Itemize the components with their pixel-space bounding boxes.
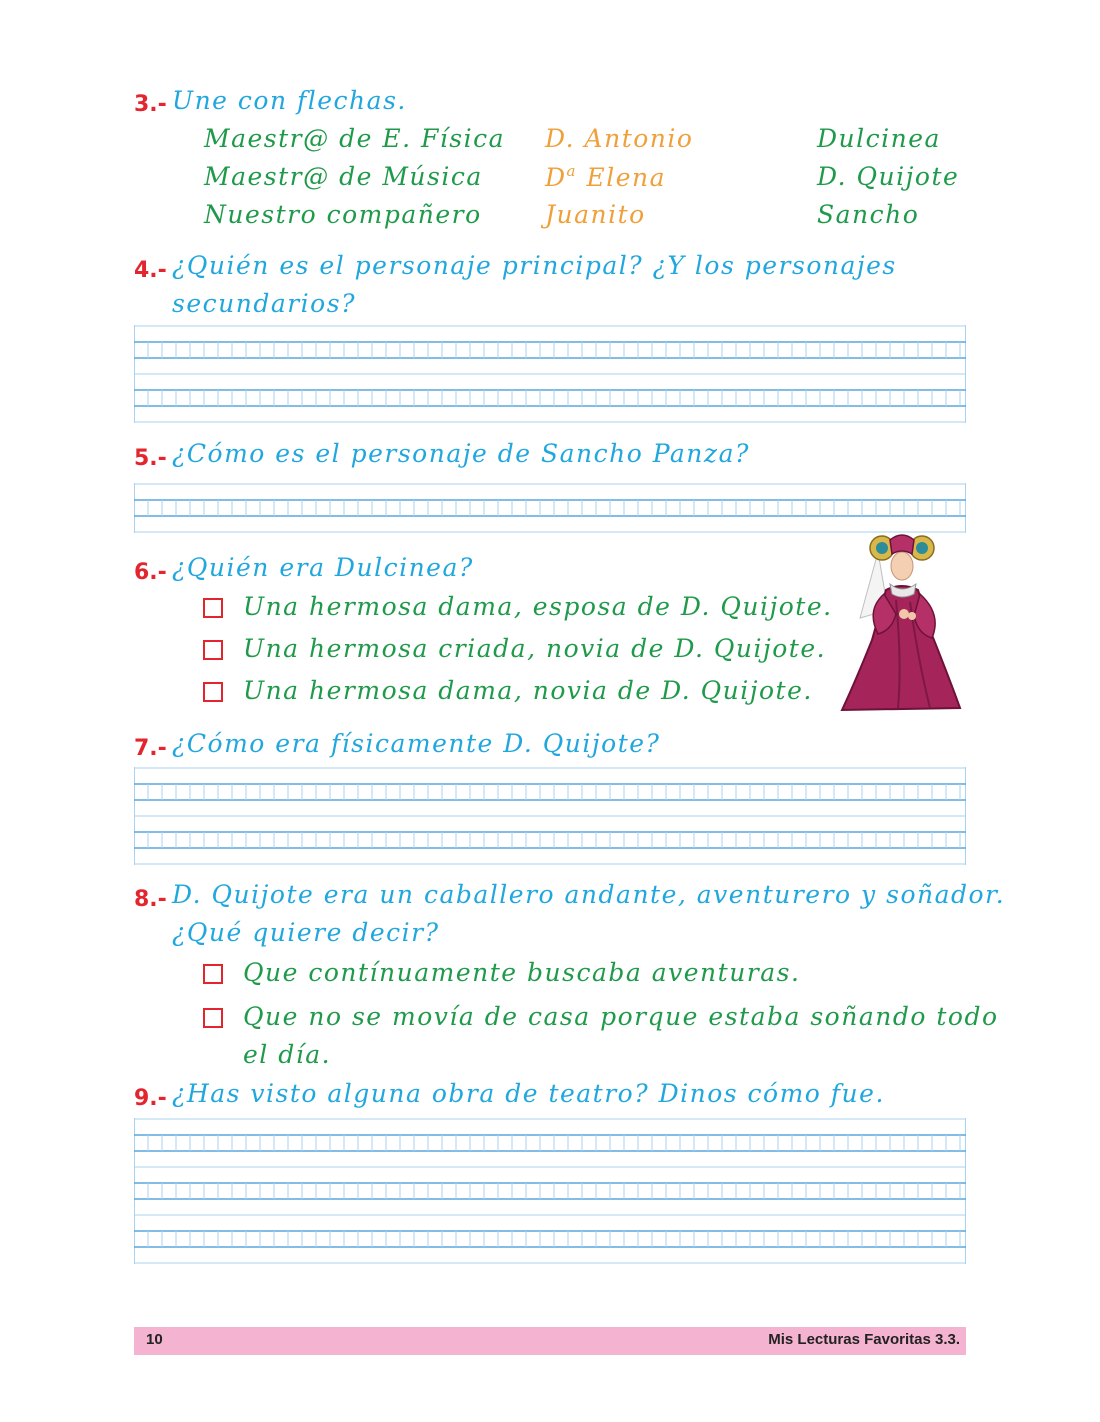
q4-prompt-line2: secundarios? <box>172 289 356 318</box>
q6-checkbox[interactable] <box>203 598 223 618</box>
page-number: 10 <box>146 1331 163 1348</box>
answer-lines[interactable] <box>134 325 966 423</box>
answer-lines[interactable] <box>134 767 966 865</box>
page-footer <box>134 1327 966 1355</box>
q6-option: Una hermosa dama, esposa de D. Quijote. <box>243 592 833 621</box>
q3-number: 3.- <box>134 92 167 117</box>
q6-checkbox[interactable] <box>203 640 223 660</box>
q3-col1-item: Maestr@ de E. Física <box>204 124 506 153</box>
ruled-lines <box>134 767 966 865</box>
q3-col2-prefix: D <box>545 163 567 192</box>
q8-option-continuation: el día. <box>243 1040 332 1069</box>
q4-number: 4.- <box>134 258 167 283</box>
q8-prompt-line1: D. Quijote era un caballero andante, aventurero y soñador. <box>172 880 1006 909</box>
q9-number: 9.- <box>134 1086 167 1111</box>
q6-checkbox[interactable] <box>203 682 223 702</box>
answer-lines[interactable] <box>134 1118 966 1264</box>
q7-number: 7.- <box>134 736 167 761</box>
q3-col1-item: Nuestro compañero <box>204 200 482 229</box>
q8-checkbox[interactable] <box>203 1008 223 1028</box>
q8-prompt-line2: ¿Qué quiere decir? <box>172 918 440 947</box>
q3-col2-item: Juanito <box>545 200 646 229</box>
q6-prompt: ¿Quién era Dulcinea? <box>172 553 474 582</box>
q7-prompt: ¿Cómo era físicamente D. Quijote? <box>172 729 661 758</box>
q4-prompt-line1: ¿Quién es el personaje principal? ¿Y los personajes <box>172 251 897 280</box>
q5-number: 5.- <box>134 446 167 471</box>
q3-col1-item: Maestr@ de Música <box>204 162 483 191</box>
dulcinea-illustration <box>838 530 966 715</box>
q3-col2-sup: a <box>566 162 577 180</box>
q5-prompt: ¿Cómo es el personaje de Sancho Panza? <box>172 439 750 468</box>
q3-col2-item: D. Antonio <box>545 124 694 153</box>
answer-lines[interactable] <box>134 483 966 533</box>
ruled-lines <box>134 483 966 533</box>
q3-col3-item: Dulcinea <box>817 124 941 153</box>
q6-number: 6.- <box>134 560 167 585</box>
q3-prompt: Une con flechas. <box>172 86 407 115</box>
ruled-lines <box>134 1118 966 1264</box>
q8-option: Que no se movía de casa porque estaba soñando todo <box>243 1002 999 1031</box>
q8-option: Que contínuamente buscaba aventuras. <box>243 958 801 987</box>
q3-col3-item: Sancho <box>817 200 920 229</box>
q9-prompt: ¿Has visto alguna obra de teatro? Dinos cómo fue. <box>172 1079 885 1108</box>
ruled-lines <box>134 325 966 423</box>
q3-col2-item <box>545 162 666 192</box>
q6-option: Una hermosa criada, novia de D. Quijote. <box>243 634 827 663</box>
book-title: Mis Lecturas Favoritas 3.3. <box>768 1331 960 1348</box>
q6-option: Una hermosa dama, novia de D. Quijote. <box>243 676 813 705</box>
q8-checkbox[interactable] <box>203 964 223 984</box>
q3-col3-item: D. Quijote <box>817 162 960 191</box>
q8-number: 8.- <box>134 887 167 912</box>
q3-col2-name: Elena <box>586 163 666 192</box>
